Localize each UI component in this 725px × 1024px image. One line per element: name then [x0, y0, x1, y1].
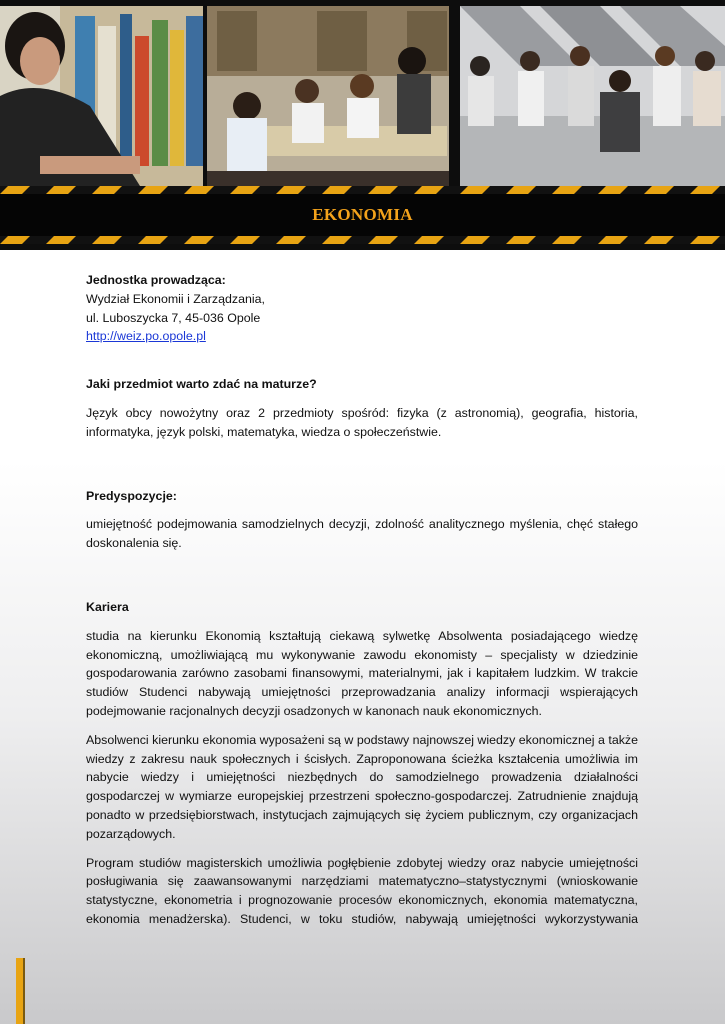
matura-text: Język obcy nowożytny oraz 2 przedmioty spośród: fizyka (z astronomią), geografia, historia, informatyka, język polski, matematyka, wiedza o społeczeństwie. — [86, 405, 638, 439]
unit-line-2: ul. Luboszycka 7, 45-036 Opole — [86, 310, 261, 325]
left-accent-bar-shadow — [23, 958, 25, 1024]
career-paragraph-1: studia na kierunku Ekonomią kształtują ciekawą sylwetkę Absolwenta posiadającego wiedzę ekonomiczną, umożliwiającą mu wykonywanie zawodu ekonomisty – specjalisty w dziedzinie gospodarowania zarówno zasobami finansowymi, materialnymi, jak i kapitałem ludzkim. W trakcie studiów Studenci nabywają umiejętności przeprowadzania analizy informacji wspierających podejmowanie racjonalnych decyzji osadzonych w kanonach nauk ekonomicznych. — [86, 628, 638, 718]
career-paragraph-2: Absolwenci kierunku ekonomia wyposażeni są w podstawy najnowszej wiedzy ekonomicznej a także wiedzy z zakresu nauk społecznych i ścisłych. Zaproponowana ścieżka kształcenia umożliwia im nabycie wiedzy i umiejętności niezbędnych do samodzielnego prowadzenia działalności gospodarczej w wymiarze europejskiej przestrzeni społeczno-gospodarczej. Zatrudnienie znajdują ponadto w przedsiębiorstwach, instytucjach zajmujących się życiem publicznym, czy organizacjach pozarządowych. — [86, 732, 638, 841]
page-title: EKONOMIA — [312, 205, 413, 224]
photo-student-bookshelf — [0, 6, 203, 186]
career-paragraph-3: Program studiów magisterskich umożliwia pogłębienie zdobytej wiedzy oraz nabycie umiejętności posługiwania się zaawansowanymi narzędziami matematyczno–statystycznymi (wnioskowanie statystyczne, ekonometria i prognozowanie procesów ekonomicznych, ekonomia matematyczna, ekonomia menadżerska). Studenci, w toku studiów, nabywają umiejętności wykorzystywania — [86, 855, 638, 926]
document-body — [86, 271, 638, 929]
photo-students-hall — [460, 6, 725, 186]
left-accent-bar — [16, 958, 23, 1024]
career-heading: Kariera — [86, 599, 129, 614]
unit-line-1: Wydział Ekonomii i Zarządzania, — [86, 291, 265, 306]
matura-heading: Jaki przedmiot warto zdać na maturze? — [86, 377, 317, 392]
header-banner — [0, 0, 725, 250]
predispositions-text: umiejętność podejmowania samodzielnych decyzji, zdolność analitycznego myślenia, chęć stałego doskonalenia się. — [86, 517, 638, 551]
unit-heading: Jednostka prowadząca: — [86, 273, 226, 287]
hazard-stripe-top — [0, 186, 725, 194]
predispositions-heading: Predyspozycje: — [86, 488, 177, 503]
hazard-stripe-bottom — [0, 236, 725, 244]
unit-website-link[interactable]: http://weiz.po.opole.pl — [86, 329, 206, 344]
photo-students-library — [207, 6, 449, 186]
